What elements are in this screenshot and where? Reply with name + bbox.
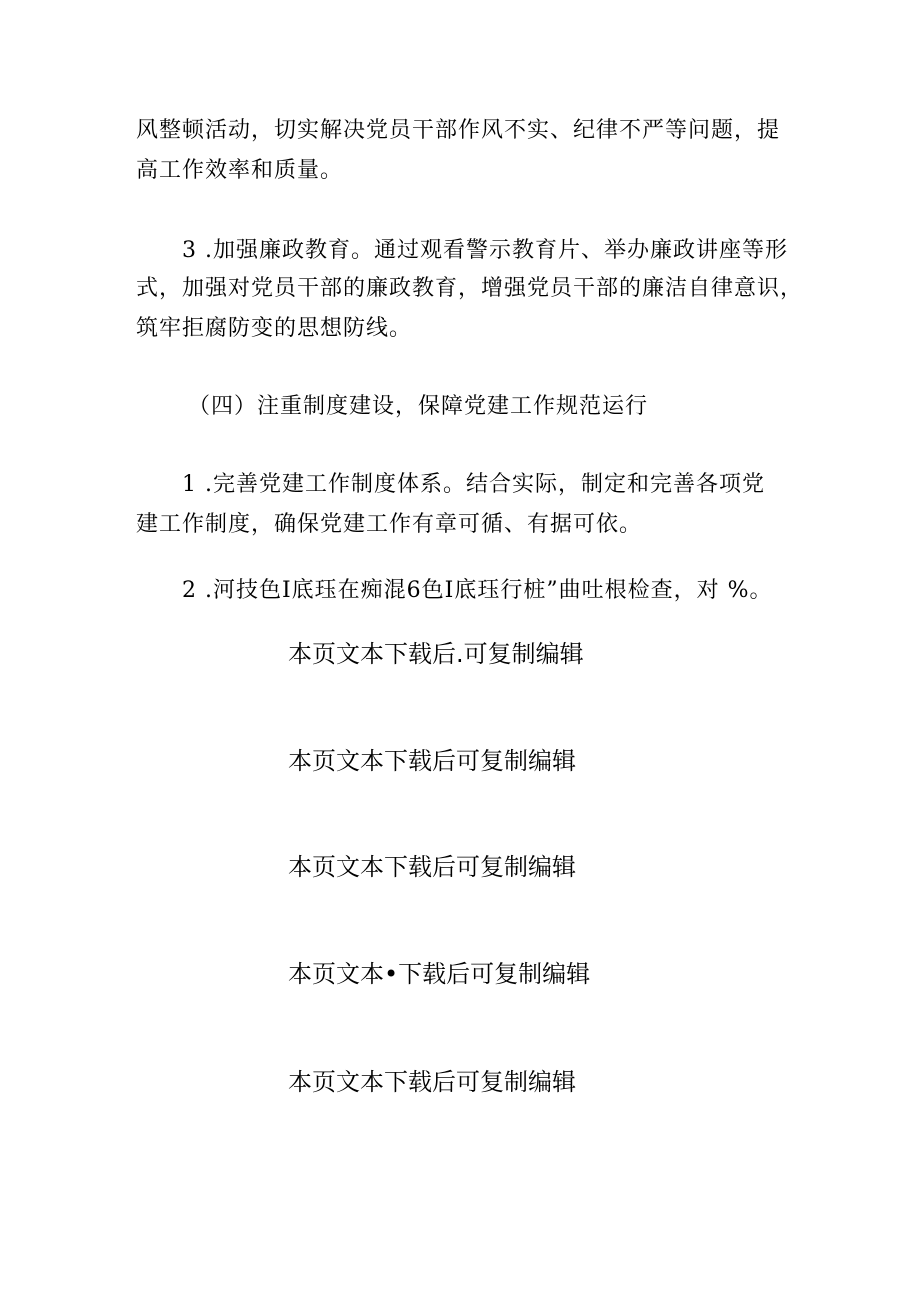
paragraph-line: 高工作效率和质量。 — [136, 158, 344, 183]
paragraph-line: 建工作制度，确保党建工作有章可循、有据可依。 — [136, 512, 643, 537]
download-note: 本页文本下载后可复制编辑 — [288, 853, 576, 881]
paragraph-line: 1 .完善党建工作制度体系。结合实际，制定和完善各项党 — [182, 472, 765, 497]
paragraph-line: 风整顿活动，切实解决党员干部作风不实、纪律不严等问题，提 — [136, 118, 781, 143]
section-heading: （四）注重制度建设，保障党建工作规范运行 — [188, 394, 649, 419]
paragraph-line: 2 .河技色I底珏在痴混6色I底珏行桩”曲吐根检查，对 %。 — [182, 578, 773, 603]
paragraph-line: 式，加强对党员干部的廉政教育，增强党员干部的廉洁自律意识， — [136, 276, 804, 301]
paragraph-line: 3 .加强廉政教育。通过观看警示教育片、举办廉政讲座等形 — [182, 238, 788, 263]
download-note: 本页文本下载后.可复制编辑 — [288, 640, 584, 668]
paragraph-line: 筑牢拒腐防变的思想防线。 — [136, 316, 413, 341]
download-note: 本页文本下载后可复制编辑 — [288, 747, 576, 775]
download-note: 本页文本下载后可复制编辑 — [288, 1068, 576, 1096]
download-note: 本页文本•下载后可复制编辑 — [288, 960, 591, 988]
